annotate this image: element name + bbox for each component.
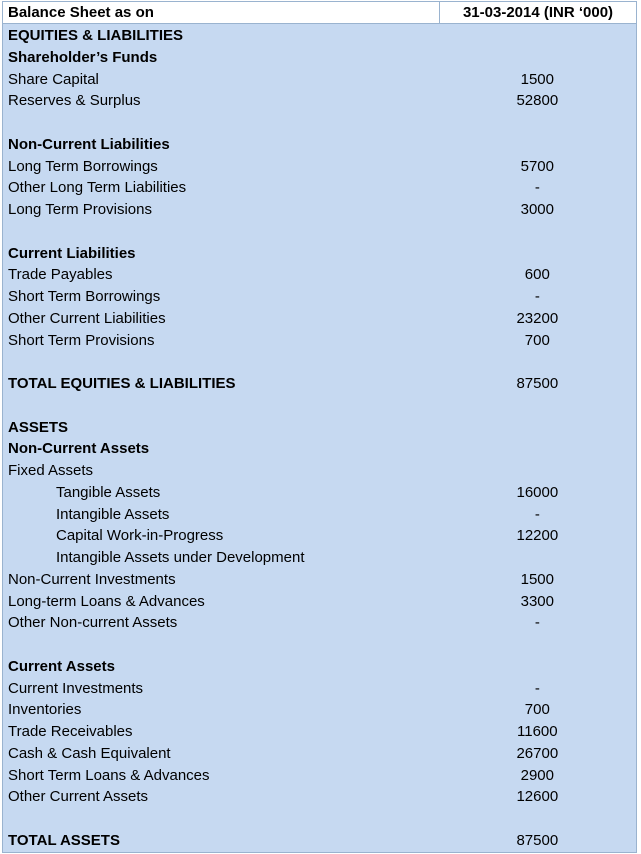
- row-value: 5700: [520, 157, 554, 175]
- row-label: Non-Current Liabilities: [8, 135, 170, 153]
- table-row: [3, 721, 636, 743]
- table-row: [3, 330, 636, 352]
- table-row: [3, 47, 636, 69]
- row-label: Shareholder’s Funds: [8, 48, 158, 66]
- row-label: Share Capital: [8, 70, 99, 88]
- row-label: [3, 351, 439, 373]
- row-label: Intangible Assets: [56, 505, 170, 523]
- row-label: [3, 808, 439, 830]
- row-label: Fixed Assets: [8, 462, 94, 479]
- row-label: Long-term Loans & Advances: [8, 592, 205, 610]
- row-value: [439, 438, 636, 460]
- row-value: [439, 112, 636, 134]
- row-label: Other Current Assets: [8, 788, 149, 806]
- table-row: [3, 243, 636, 265]
- row-label: Other Long Term Liabilities: [8, 179, 187, 197]
- table-row: [3, 678, 636, 700]
- table-row: [3, 112, 636, 134]
- table-row: [3, 634, 636, 656]
- table-row: [3, 177, 636, 199]
- row-value: [439, 221, 636, 243]
- row-value: 2900: [520, 766, 554, 784]
- table-row: [3, 569, 636, 591]
- row-label: EQUITIES & LIABILITIES: [8, 27, 184, 44]
- row-value: 600: [524, 266, 550, 284]
- table-row: [3, 591, 636, 613]
- row-value: 3300: [520, 592, 554, 610]
- table-row: [3, 765, 636, 787]
- header-date: 31-03-2014 (INR ‘000): [462, 4, 614, 21]
- row-label: Other Current Liabilities: [8, 309, 166, 327]
- row-label: Cash & Cash Equivalent: [8, 744, 171, 762]
- table-row: [3, 612, 636, 634]
- table-row: [3, 351, 636, 373]
- table-row: [3, 286, 636, 308]
- row-value: 26700: [516, 744, 559, 762]
- row-value: -: [534, 614, 540, 632]
- row-value: [439, 395, 636, 417]
- row-label: [3, 395, 439, 417]
- row-label: Tangible Assets: [56, 483, 161, 501]
- row-label: Short Term Provisions: [8, 331, 155, 349]
- row-label: Long Term Borrowings: [8, 157, 158, 175]
- table-row: [3, 25, 636, 47]
- row-value: 87500: [516, 831, 559, 849]
- row-value: 52800: [516, 92, 559, 110]
- table-header: [3, 2, 636, 24]
- row-label: Current Liabilities: [8, 244, 136, 262]
- row-value: [439, 351, 636, 373]
- row-value: [439, 243, 636, 265]
- table-row: [3, 460, 636, 482]
- row-value: [439, 634, 636, 656]
- header-label: Balance Sheet as on: [3, 2, 440, 23]
- row-value: [439, 656, 636, 678]
- row-label: Intangible Assets under Development: [56, 549, 305, 566]
- row-label: Trade Receivables: [8, 723, 133, 740]
- table-row: [3, 743, 636, 765]
- row-value: -: [534, 288, 540, 305]
- table-row: [3, 90, 636, 112]
- row-value: [439, 547, 636, 569]
- table-row: [3, 417, 636, 439]
- row-label: Non-Current Assets: [8, 440, 150, 458]
- table-row: [3, 786, 636, 808]
- table-row: [3, 504, 636, 526]
- table-body: [3, 24, 636, 852]
- row-label: [3, 634, 439, 656]
- row-label: [3, 221, 439, 243]
- table-row: [3, 656, 636, 678]
- row-label: Capital Work-in-Progress: [56, 527, 224, 545]
- row-value: -: [534, 179, 540, 197]
- row-value: 11600: [517, 723, 558, 740]
- table-row: [3, 808, 636, 830]
- row-value: [439, 808, 636, 830]
- row-label: Reserves & Surplus: [8, 92, 141, 110]
- row-value: 23200: [516, 309, 559, 327]
- table-row: [3, 373, 636, 395]
- table-row: [3, 264, 636, 286]
- row-label: Short Term Loans & Advances: [8, 766, 210, 784]
- row-value: 1500: [520, 70, 554, 88]
- row-value: 700: [524, 701, 550, 719]
- table-row: [3, 547, 636, 569]
- row-value: [439, 47, 636, 69]
- row-value: 1500: [520, 570, 554, 588]
- row-label: Non-Current Investments: [8, 570, 176, 588]
- table-row: [3, 199, 636, 221]
- table-row: [3, 699, 636, 721]
- table-row: [3, 482, 636, 504]
- table-row: [3, 156, 636, 178]
- row-value: [439, 460, 636, 482]
- row-value: 16000: [516, 483, 559, 501]
- row-label: ASSETS: [8, 418, 69, 436]
- row-label: Other Non-current Assets: [8, 614, 178, 632]
- row-value: [439, 25, 636, 47]
- row-value: [439, 134, 636, 156]
- row-value: 12200: [516, 527, 559, 545]
- row-label: TOTAL EQUITIES & LIABILITIES: [8, 375, 236, 392]
- row-value: 87500: [516, 375, 559, 392]
- table-row: [3, 134, 636, 156]
- row-value: 700: [524, 331, 550, 349]
- row-value: -: [534, 505, 540, 523]
- row-value: -: [534, 679, 540, 697]
- row-label: Trade Payables: [8, 266, 113, 284]
- row-label: Inventories: [8, 701, 82, 719]
- row-label: Long Term Provisions: [8, 201, 152, 218]
- row-label: Current Assets: [8, 657, 115, 675]
- row-value: 3000: [520, 201, 554, 218]
- row-value: 12600: [516, 788, 559, 806]
- table-row: [3, 830, 636, 852]
- table-row: [3, 525, 636, 547]
- table-row: [3, 221, 636, 243]
- row-label: TOTAL ASSETS: [8, 831, 120, 849]
- table-row: [3, 395, 636, 417]
- table-row: [3, 69, 636, 91]
- row-value: [439, 417, 636, 439]
- table-row: [3, 308, 636, 330]
- balance-sheet-table: [2, 1, 637, 853]
- row-label: [3, 112, 439, 134]
- row-label: Short Term Borrowings: [8, 288, 161, 305]
- row-label: Current Investments: [8, 679, 144, 697]
- table-row: [3, 438, 636, 460]
